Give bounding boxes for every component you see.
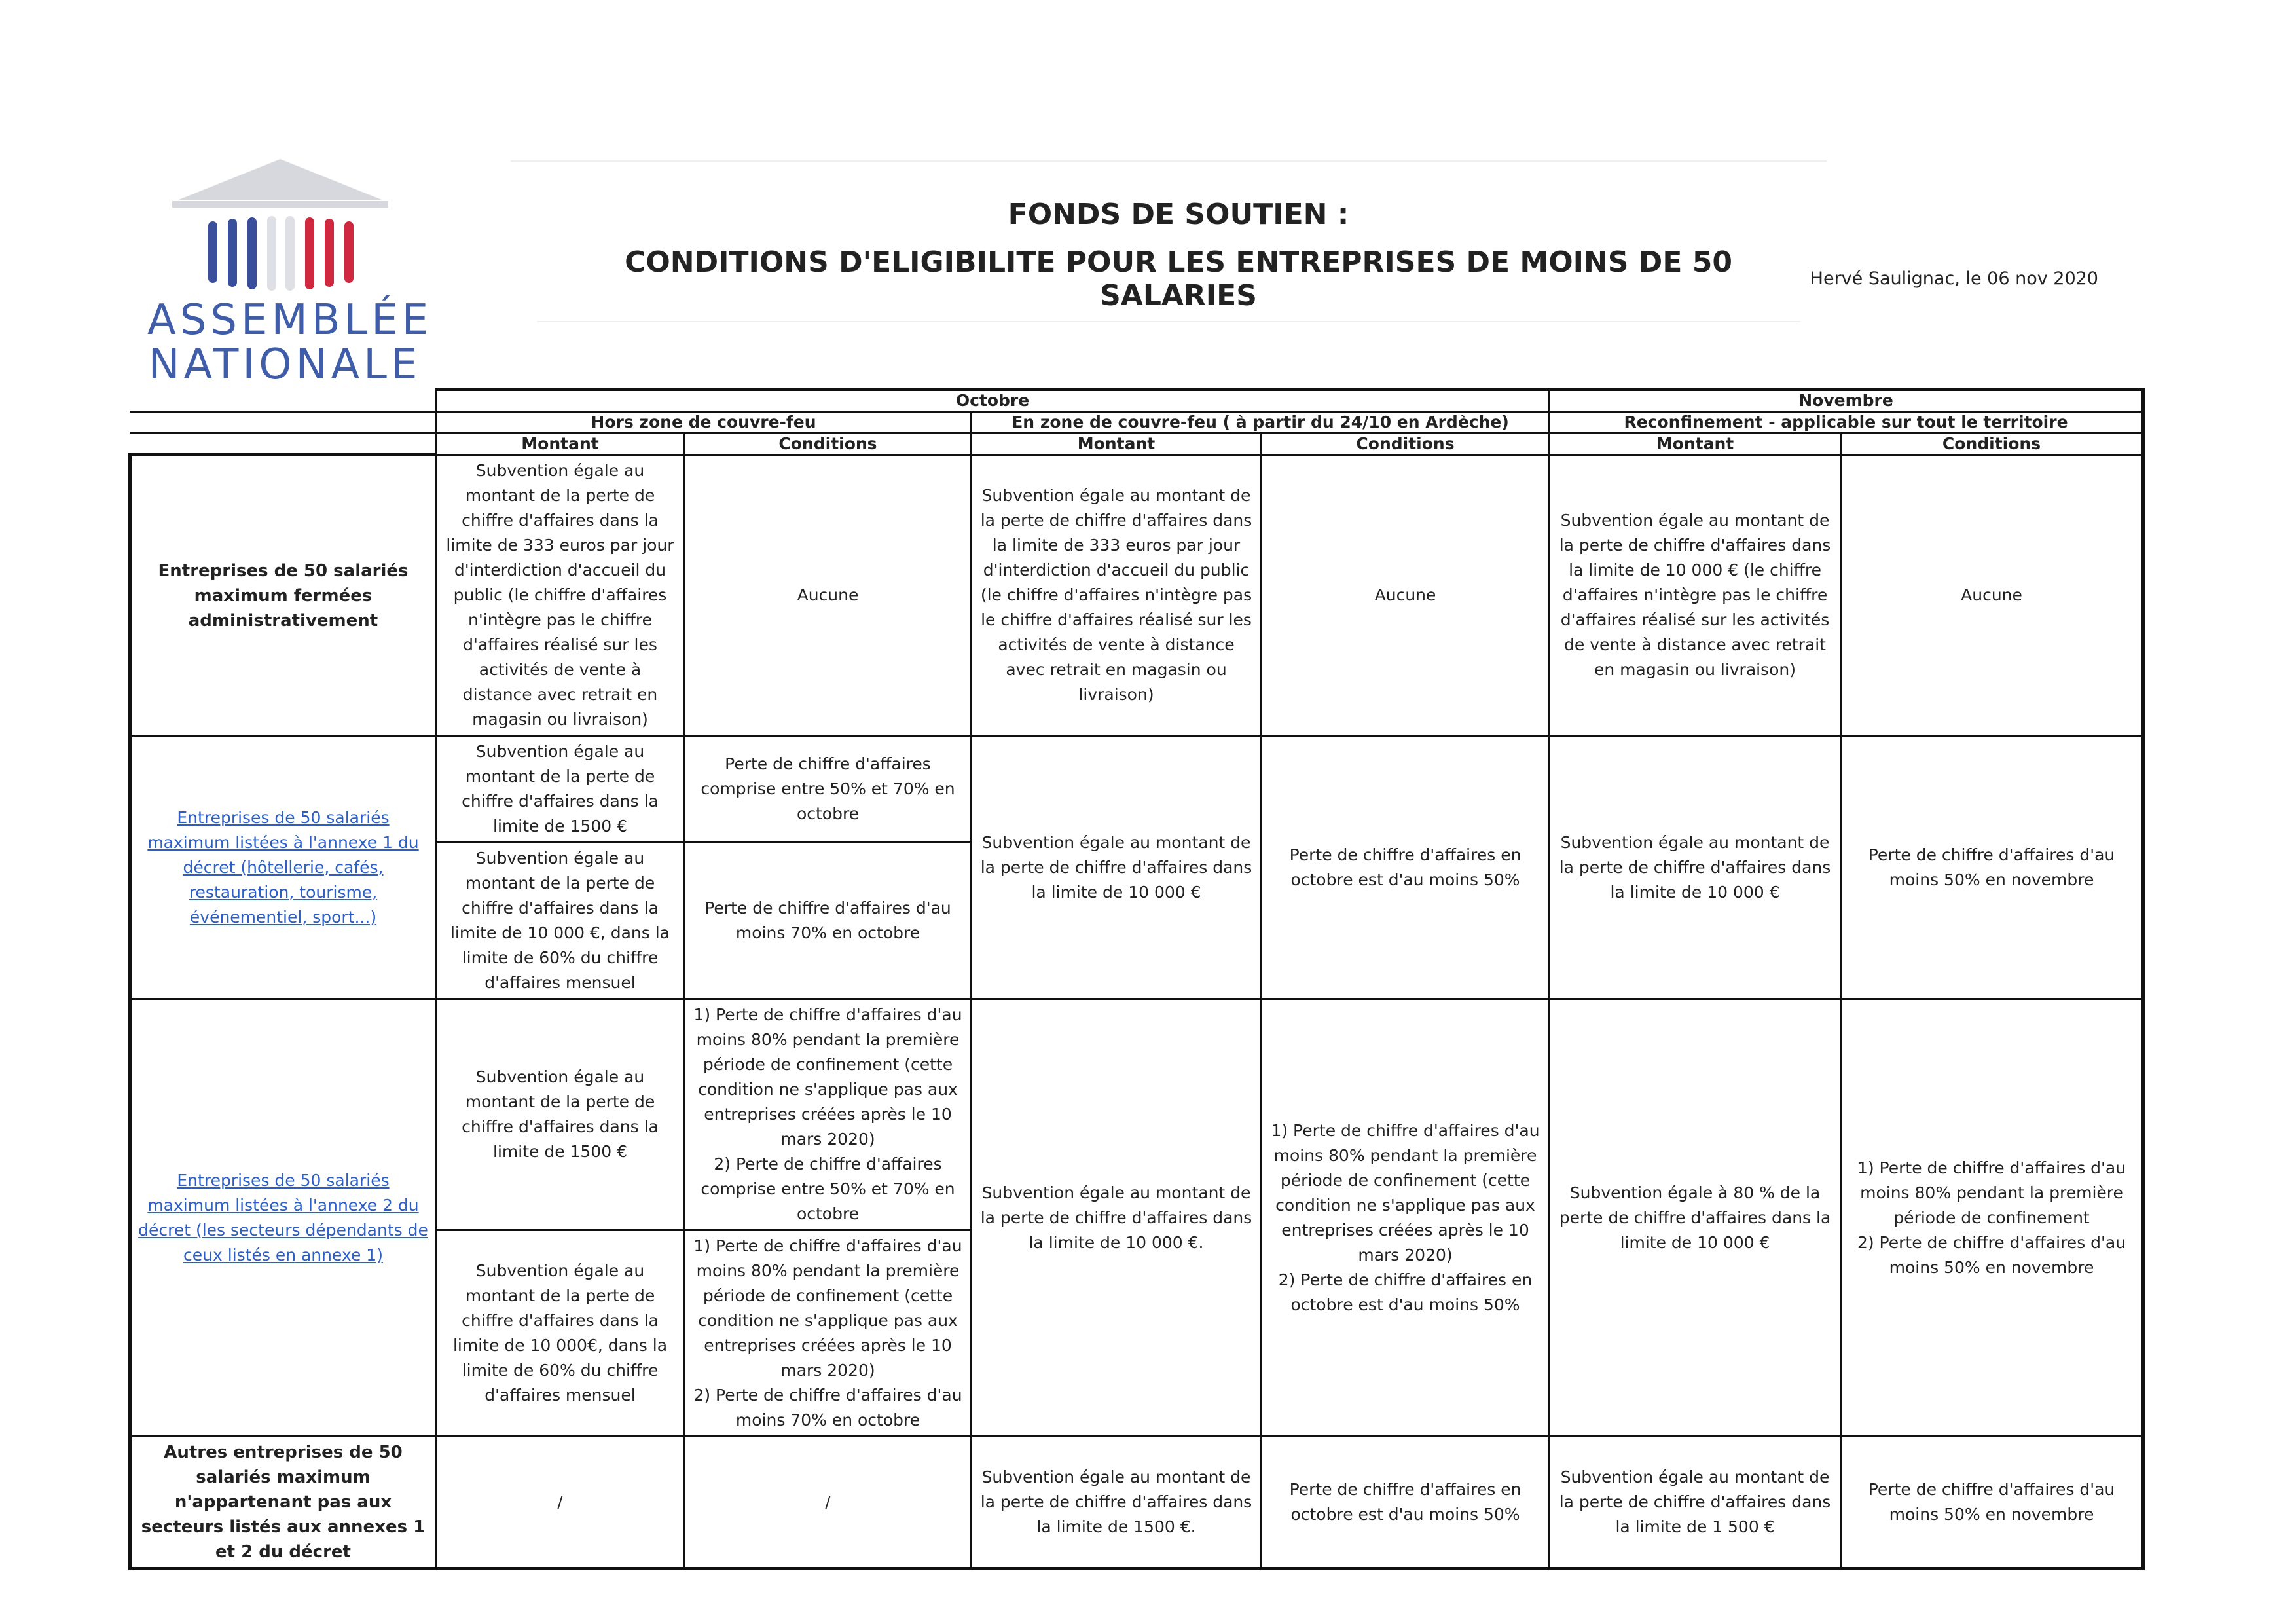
cell-couvre-feu-conditions: Perte de chiffre d'affaires en octobre est d'au moins 50%: [1262, 736, 1550, 999]
cell-couvre-feu-conditions: Perte de chiffre d'affaires en octobre est d'au moins 50%: [1262, 1437, 1550, 1569]
cell-couvre-feu-montant: Subvention égale au montant de la perte de chiffre d'affaires dans la limite de 10 000 €: [972, 736, 1262, 999]
cell-novembre-montant: Subvention égale à 80 % de la perte de chiffre d'affaires dans la limite de 10 000 €: [1550, 999, 1841, 1437]
header-divider-top: [511, 160, 1827, 162]
col-montant: Montant: [1550, 434, 1841, 455]
cell-novembre-montant: Subvention égale au montant de la perte de chiffre d'affaires dans la limite de 1 500 €: [1550, 1437, 1841, 1569]
cell-novembre-conditions: Perte de chiffre d'affaires d'au moins 50% en novembre: [1841, 736, 2143, 999]
cell-couvre-feu-conditions: [1262, 999, 1550, 1437]
condition-item: 1) Perte de chiffre d'affaires d'au moins 80% pendant la première période de confinement (cette condition ne s'applique pas aux entreprises créées après le 10 mars 2020): [693, 1005, 962, 1149]
row-label-autres: Autres entreprises de 50 salariés maximum n'appartenant pas aux secteurs listés aux annexes 1 et 2 du décret: [130, 1437, 436, 1569]
cell-couvre-feu-montant: Subvention égale au montant de la perte de chiffre d'affaires dans la limite de 10 000 €.: [972, 999, 1262, 1437]
cell-hors-montant: /: [436, 1437, 685, 1569]
cell-hors-montant: Subvention égale au montant de la perte de chiffre d'affaires dans la limite de 10 000€, dans la limite de 60% du chiffre d'affaires mensuel: [436, 1230, 685, 1437]
row-label-fermees: Entreprises de 50 salariés maximum fermées administrativement: [130, 455, 436, 736]
header-zone-couvre-feu: En zone de couvre-feu ( à partir du 24/10 en Ardèche): [972, 412, 1550, 434]
col-montant: Montant: [972, 434, 1262, 455]
cell-couvre-feu-montant: Subvention égale au montant de la perte de chiffre d'affaires dans la limite de 333 euros par jour d'interdiction d'accueil du public (le chiffre d'affaires n'intègre pas le chiffre d'affaires réalisé sur les activités de vente à distance avec retrait en magasin ou livraison): [972, 455, 1262, 736]
condition-item: 2) Perte de chiffre d'affaires comprise entre 50% et 70% en octobre: [701, 1154, 955, 1223]
cell-hors-montant: Subvention égale au montant de la perte de chiffre d'affaires dans la limite de 10 000 €, dans la limite de 60% du chiffre d'affaires mensuel: [436, 843, 685, 999]
logo-line-2: NATIONALE: [148, 341, 422, 389]
col-conditions: Conditions: [1841, 434, 2143, 455]
cell-novembre-conditions: Aucune: [1841, 455, 2143, 736]
author-date: Hervé Saulignac, le 06 nov 2020: [1810, 268, 2098, 289]
cell-hors-montant: Subvention égale au montant de la perte de chiffre d'affaires dans la limite de 1500 €: [436, 736, 685, 843]
header-divider-bottom: [537, 321, 1800, 322]
page-title-line-2: CONDITIONS D'ELIGIBILITE POUR LES ENTREPRISES DE MOINS DE 50 SALARIES: [625, 246, 1732, 312]
col-conditions: Conditions: [1262, 434, 1550, 455]
condition-item: 2) Perte de chiffre d'affaires en octobre est d'au moins 50%: [1278, 1270, 1533, 1314]
cell-hors-conditions: /: [685, 1437, 972, 1569]
condition-item: 1) Perte de chiffre d'affaires d'au moins 80% pendant la première période de confinement: [1857, 1158, 2126, 1227]
cell-novembre-conditions: [1841, 999, 2143, 1437]
cell-novembre-conditions: Perte de chiffre d'affaires d'au moins 50% en novembre: [1841, 1437, 2143, 1569]
row-label-annexe-2-link[interactable]: Entreprises de 50 salariés maximum listées à l'annexe 2 du décret (les secteurs dépendants de ceux listés en annexe 1): [130, 999, 436, 1437]
cell-hors-conditions: [685, 1230, 972, 1437]
header-zone-reconfinement: Reconfinement - applicable sur tout le territoire: [1550, 412, 2143, 434]
condition-item: 1) Perte de chiffre d'affaires d'au moins 80% pendant la première période de confinement (cette condition ne s'applique pas aux entreprises créées après le 10 mars 2020): [1271, 1120, 1540, 1264]
cell-hors-conditions: Perte de chiffre d'affaires d'au moins 70% en octobre: [685, 843, 972, 999]
logo-line-1: ASSEMBLÉE: [147, 296, 433, 344]
cell-couvre-feu-conditions: Aucune: [1262, 455, 1550, 736]
cell-hors-montant: Subvention égale au montant de la perte de chiffre d'affaires dans la limite de 1500 €: [436, 999, 685, 1230]
header-november: Novembre: [1550, 390, 2143, 412]
header-zone-hors: Hors zone de couvre-feu: [436, 412, 972, 434]
cell-hors-conditions: Perte de chiffre d'affaires comprise entre 50% et 70% en octobre: [685, 736, 972, 843]
row-label-annexe-1-link[interactable]: Entreprises de 50 salariés maximum listées à l'annexe 1 du décret (hôtellerie, cafés, restauration, tourisme, événementiel, sport...): [130, 736, 436, 999]
cell-hors-conditions: Aucune: [685, 455, 972, 736]
header-october: Octobre: [436, 390, 1550, 412]
assemblee-nationale-logo: [147, 147, 433, 390]
page-title-line-1: FONDS DE SOUTIEN :: [1008, 198, 1349, 231]
cell-novembre-montant: Subvention égale au montant de la perte de chiffre d'affaires dans la limite de 10 000 € (le chiffre d'affaires n'intègre pas le chiffre d'affaires réalisé sur les activités de vente à distance avec retrait en magasin ou livraison): [1550, 455, 1841, 736]
cell-hors-conditions: [685, 999, 972, 1230]
table-corner: [130, 390, 436, 412]
cell-novembre-montant: Subvention égale au montant de la perte de chiffre d'affaires dans la limite de 10 000 €: [1550, 736, 1841, 999]
cell-couvre-feu-montant: Subvention égale au montant de la perte de chiffre d'affaires dans la limite de 1500 €.: [972, 1437, 1262, 1569]
table-corner: [130, 434, 436, 455]
col-montant: Montant: [436, 434, 685, 455]
condition-item: 1) Perte de chiffre d'affaires d'au moins 80% pendant la première période de confinement (cette condition ne s'applique pas aux entreprises créées après le 10 mars 2020): [693, 1236, 962, 1380]
col-conditions: Conditions: [685, 434, 972, 455]
table-corner: [130, 412, 436, 434]
cell-hors-montant: Subvention égale au montant de la perte de chiffre d'affaires dans la limite de 333 euros par jour d'interdiction d'accueil du public (le chiffre d'affaires n'intègre pas le chiffre d'affaires réalisé sur les activités de vente à distance avec retrait en magasin ou livraison): [436, 455, 685, 736]
condition-item: 2) Perte de chiffre d'affaires d'au moins 70% en octobre: [693, 1386, 962, 1430]
eligibility-table: [128, 388, 2145, 1570]
condition-item: 2) Perte de chiffre d'affaires d'au moins 50% en novembre: [1857, 1232, 2126, 1277]
